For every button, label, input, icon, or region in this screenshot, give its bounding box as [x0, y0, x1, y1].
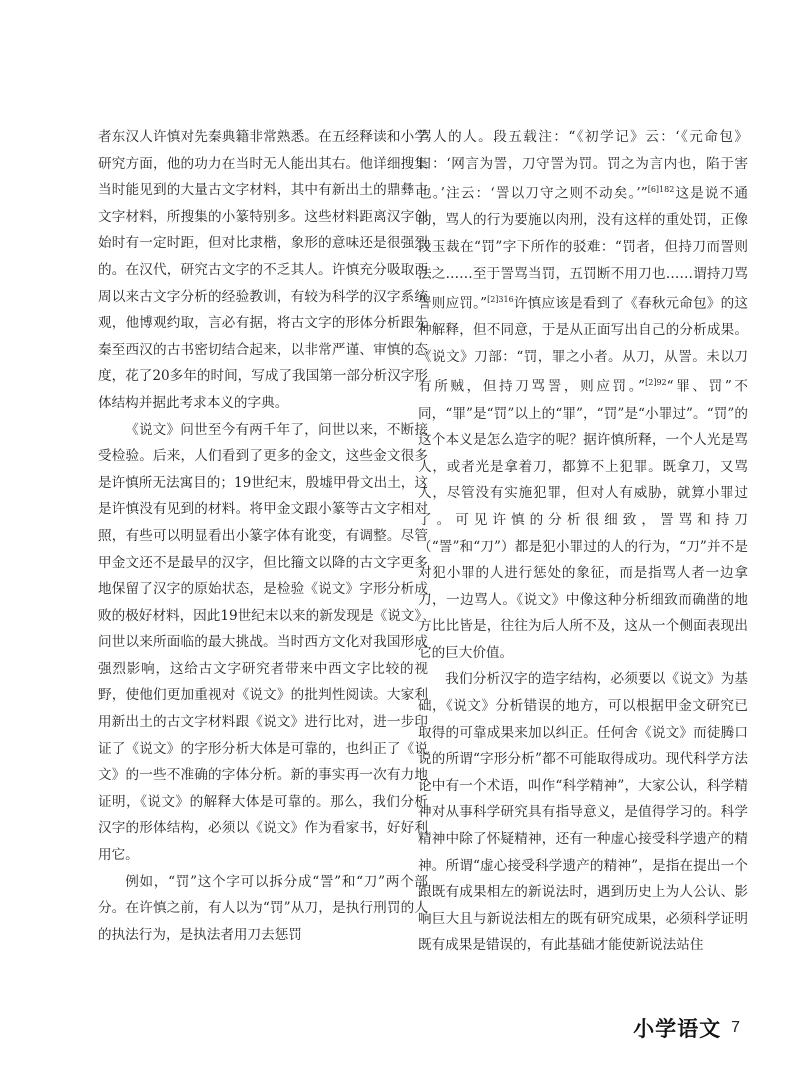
text-run: 这是说不通的，骂人的行为要施以肉刑，没有这样的重处罚，正像段玉裁在“罚”字下所作的驳难：“罚者，但持刀而詈则法之……至于詈骂当罚，五罚断不用刀也……谓持刀骂詈则应罚。”: [418, 185, 749, 312]
text-run: 许慎应该是看到了《春秋元命包》的这种解释，但不同意，于是从正面写出自己的分析成果。《说文》刀部：“罚，罪之小者。从刀，从詈。未以刀有所贼，但持刀骂詈，则应罚。”: [418, 295, 749, 395]
text-run: 骂人的人。段五载注：“《初学记》云：‘《元命包》曰：‘网言为詈，刀守詈为罚。罚之为言内也，陷于害也。’注云：‘詈以刀守之则不动矣。’”: [418, 129, 748, 202]
citation-mark: [2]92: [645, 378, 667, 388]
paragraph: 例如，“罚”这个字可以拆分成“詈”和“刀”两个部分。在许慎之前，有人以为“罚”从刀，是执行刑罚的人的执法行为，是执法者用刀去惩罚: [98, 873, 428, 943]
paragraph: 《说文》问世至今有两千年了，问世以来，不断接受检验。后来，人们看到了更多的金文，这些金文很多是许慎所无法寓目的；19世纪末，殷墟甲骨文出土，这是许慎没有见到的材料。将甲金文跟小篆等古文字相对照，有些可以明显看出小篆字体有讹变，有调整。尽管甲金文还不是最早的汉字，但比籀文以降的古文字更多地保留了汉字的原始状态，是检验《说文》字形分析成败的极好材料，因此19世纪末以来的新发现是《说文》问世以来所面临的最大挑战。当时西方文化对我国形成强烈影响，这给古文字研究者带来中西文字比较的视野，使他们更加重视对《说文》的批判性阅读。大家利用新出土的古文字材料跟《说文》进行比对，进一步印证了《说文》的字形分析大体是可靠的，也纠正了《说文》的一些不准确的字体分析。新的事实再一次有力地证明，《说文》的解释大体是可靠的。那么，我们分析汉字的形体结构，必须以《说文》作为看家书，好好利用它。: [98, 421, 428, 864]
citation-mark: [2]316: [487, 295, 514, 305]
paragraph: 者东汉人许慎对先秦典籍非常熟悉。在五经释读和小学研究方面，他的功力在当时无人能出其右。他详细搜集当时能见到的大量古文字材料，其中有新出土的鼎彝古文字材料，所搜集的小篆特别多。这些材料距离汉字创始时有一定时距，但对比隶楷，象形的意味还是很强烈的。在汉代，研究古文字的不乏其人。许慎充分吸取西周以来古文字分析的经验教训，有较为科学的汉字系统观，他博观约取，言必有据，将古文字的形体分析跟先秦至西汉的古书密切结合起来，以非常严谨、审慎的态度，花了20多年的时间，写成了我国第一部分析汉字形体结构并据此考求本义的字典。: [98, 129, 428, 411]
journal-name: 小学语文: [633, 1016, 722, 1041]
right-column: [418, 124, 748, 959]
page-number: 7: [731, 1019, 740, 1036]
citation-mark: [6]182: [647, 185, 675, 195]
page-footer: [620, 1008, 740, 1048]
left-column: [98, 124, 428, 948]
text-run: “罪、罚”不同，“罪”是“罚”以上的“罪”，“罚”是“小罪过”。“罚”的这个本义是怎么造字的呢？据许慎所释，一个人光是骂人，或者光是拿着刀，都算不上犯罪。既拿刀，又骂人，尽管没有实施犯罪，但对人有威胁，就算小罪过了。可见许慎的分析很细致，詈骂和持刀（“詈”和“刀”）都是犯小罪过的人的行为，“刀”并不是对犯小罪的人进行惩处的象征，而是指骂人者一边拿刀，一边骂人。《说文》中像这种分析细致而确凿的地方比比皆是，往往为后人所不及，这从一个侧面表现出它的巨大价值。: [418, 378, 748, 661]
paragraph: [418, 124, 748, 666]
paragraph: 我们分析汉字的造字结构，必须要以《说文》为基础，《说文》分析错误的地方，可以根据甲金文研究已取得的可靠成果来加以纠正。任何舍《说文》而徒腾口说的所谓“字形分析”都不可能取得成功。现代科学方法论中有一个术语，叫作“科学精神”，大家公认，科学精神对从事科学研究具有指导意义，是值得学习的。科学精神中除了怀疑精神，还有一种虚心接受科学遗产的精神。所谓“虚心接受科学遗产的精神”，是指在提出一个跟既有成果相左的新说法时，遇到历史上为人公认、影响巨大且与新说法相左的既有研究成果，必须科学证明既有成果是错误的，有此基础才能使新说法站住: [418, 671, 748, 954]
